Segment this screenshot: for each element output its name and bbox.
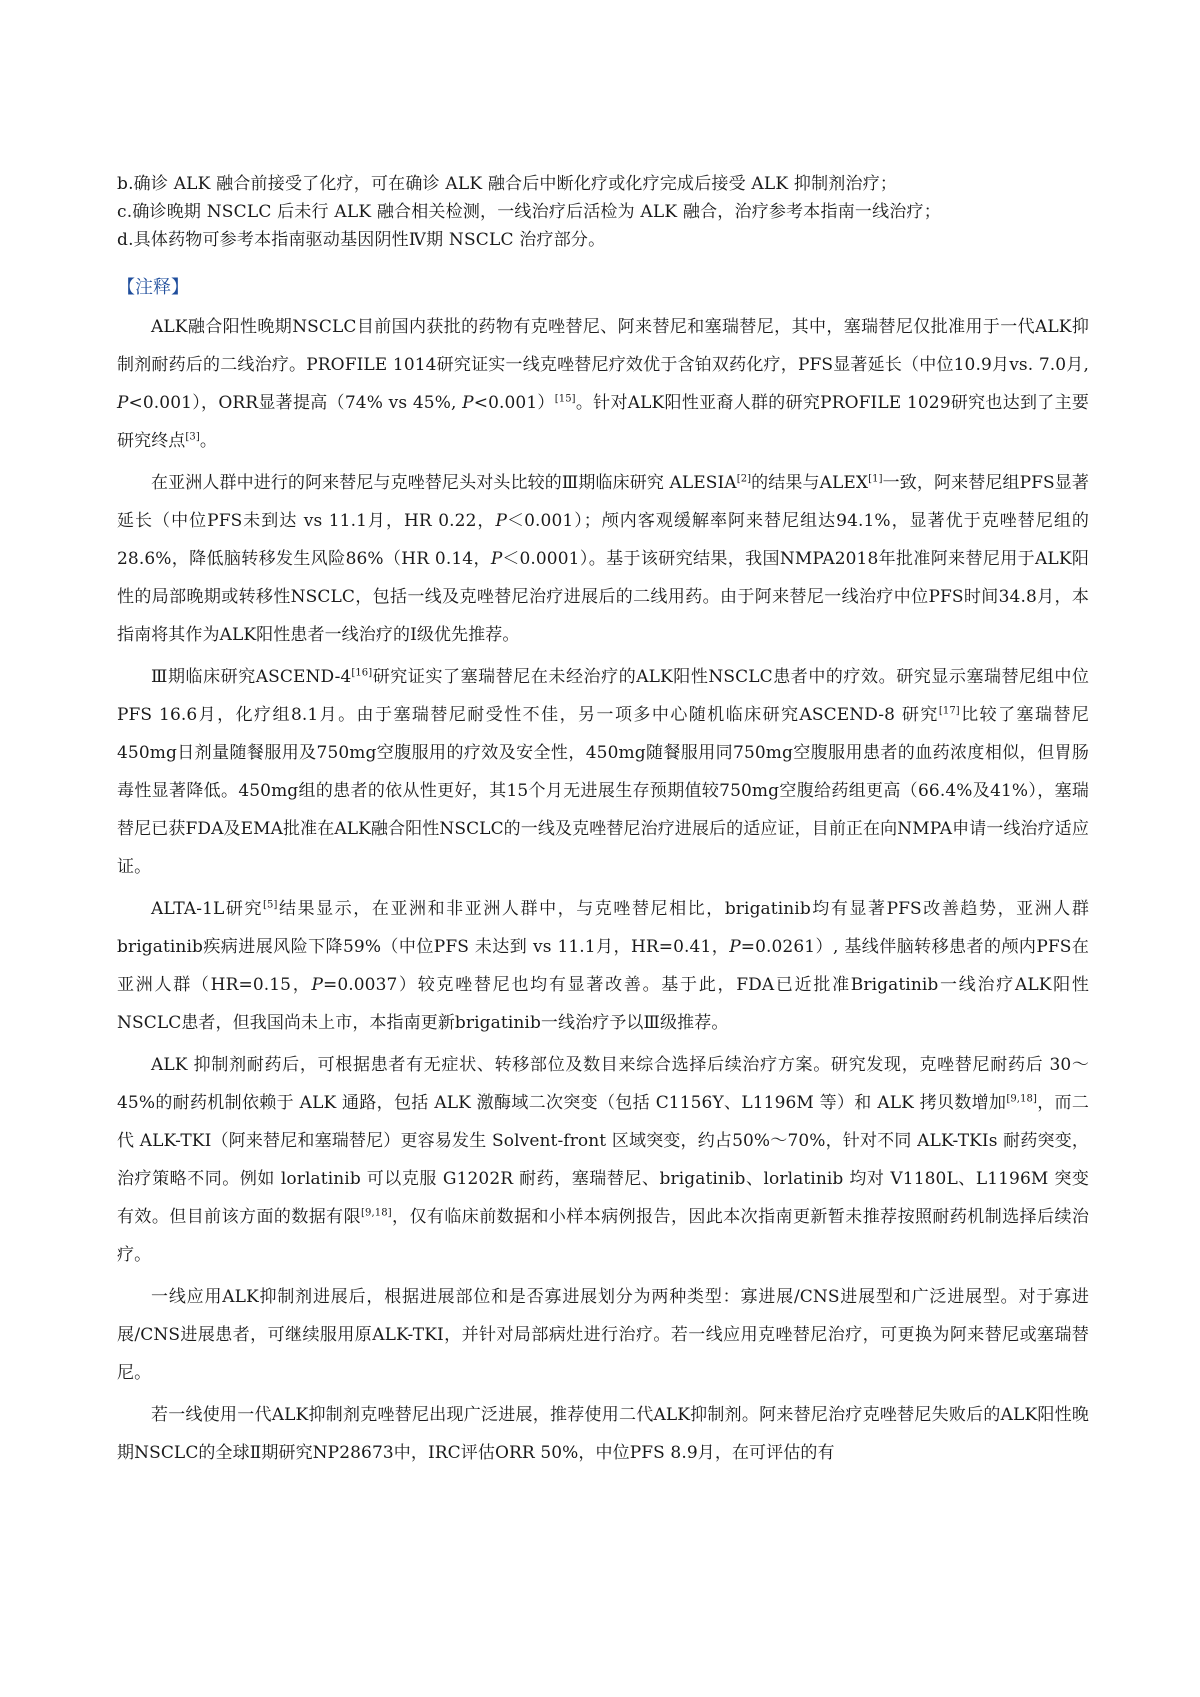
paragraph-profile-1014: ALK融合阳性晚期NSCLC目前国内获批的药物有克唑替尼、阿来替尼和塞瑞替尼，其中，塞瑞替尼仅批准用于一代ALK抑制剂耐药后的二线治疗。PROFILE 1014研究证实一线克唑替尼疗效优于含铂双药化疗，PFS显著延长（中位10.9月vs. 7.0月, P<0.001），ORR显著提高（74% vs 45%, P<0.001）[15]。针对ALK阳性亚裔人群的研究PROFILE 1029研究也达到了主要研究终点[3]。 — [117, 317, 1089, 451]
paragraph-ascend: Ⅲ期临床研究ASCEND-4[16]研究证实了塞瑞替尼在未经治疗的ALK阳性NSCLC患者中的疗效。研究显示塞瑞替尼组中位PFS 16.6月，化疗组8.1月。由于塞瑞替尼耐受性不佳，另一项多中心随机临床研究ASCEND-8 研究[17]比较了塞瑞替尼450mg日剂量随餐服用及750mg空腹服用的疗效及安全性，450mg随餐服用同750mg空腹服用患者的血药浓度相似，但胃肠毒性显著降低。450mg组的患者的依从性更好，其15个月无进展生存预期值较750mg空腹给药组更高（66.4%及41%），塞瑞替尼已获FDA及EMA批准在ALK融合阳性NSCLC的一线及克唑替尼治疗进展后的适应证，目前正在向NMPA申请一线治疗适应证。 — [117, 667, 1090, 877]
citation: [9,18] — [361, 1207, 392, 1219]
citation: [3] — [185, 431, 200, 443]
citation: [5] — [263, 899, 278, 911]
paragraph-alesia: 在亚洲人群中进行的阿来替尼与克唑替尼头对头比较的Ⅲ期临床研究 ALESIA[2]的结果与ALEX[1]一致，阿来替尼组PFS显著延长（中位PFS未到达 vs 11.1月，HR 0.22，P＜0.001）；颅内客观缓解率阿来替尼组达94.1%，显著优于克唑替尼组的28.6%，降低脑转移发生风险86%（HR 0.14，P＜0.0001）。基于该研究结果，我国NMPA2018年批准阿来替尼用于ALK阳性的局部晚期或转移性NSCLC，包括一线及克唑替尼治疗进展后的二线用药。由于阿来替尼一线治疗中位PFS时间34.8月，本指南将其作为ALK阳性患者一线治疗的Ⅰ级优先推荐。 — [117, 473, 1089, 645]
footnote-d: d.具体药物可参考本指南驱动基因阴性Ⅳ期 NSCLC 治疗部分。 — [117, 230, 606, 250]
footnote-c: c.确诊晚期 NSCLC 后未行 ALK 融合相关检测，一线治疗后活检为 ALK 融合，治疗参考本指南一线治疗； — [117, 202, 941, 222]
citation: [16] — [351, 667, 373, 679]
paragraph-progression-types: 一线应用ALK抑制剂进展后，根据进展部位和是否寡进展划分为两种类型：寡进展/CNS进展型和广泛进展型。对于寡进展/CNS进展患者，可继续服用原ALK-TKI，并针对局部病灶进行治疗。若一线应用克唑替尼治疗，可更换为阿来替尼或塞瑞替尼。 — [117, 1287, 1089, 1383]
notes-body — [117, 308, 1089, 1472]
document-page — [117, 170, 1089, 1476]
citation: [17] — [938, 705, 960, 717]
paragraph-resistance: ALK 抑制剂耐药后，可根据患者有无症状、转移部位及数目来综合选择后续治疗方案。研究发现，克唑替尼耐药后 30～45%的耐药机制依赖于 ALK 通路，包括 ALK 激酶域二次突变（包括 C1156Y、L1196M 等）和 ALK 拷贝数增加[9,18]，而二代 ALK-TKI（阿来替尼和塞瑞替尼）更容易发生 Solvent-front 区域突变，约占50%～70%，针对不同 ALK-TKIs 耐药突变，治疗策略不同。例如 lorlatinib 可以克服 G1202R 耐药，塞瑞替尼、brigatinib、lorlatinib 均对 V1180L、L1196M 突变有效。但目前该方面的数据有限[9,18]，仅有临床前数据和小样本病例报告，因此本次指南更新暂未推荐按照耐药机制选择后续治疗。 — [117, 1055, 1089, 1265]
paragraph-alta-1l: ALTA-1L研究[5]结果显示，在亚洲和非亚洲人群中，与克唑替尼相比，brigatinib均有显著PFS改善趋势，亚洲人群brigatinib疾病进展风险下降59%（中位PFS 未达到 vs 11.1月，HR=0.41，P=0.0261）, 基线伴脑转移患者的颅内PFS在亚洲人群（HR=0.15，P=0.0037）较克唑替尼也均有显著改善。基于此，FDA已近批准Brigatinib一线治疗ALK阳性NSCLC患者，但我国尚未上市，本指南更新brigatinib一线治疗予以Ⅲ级推荐。 — [117, 899, 1089, 1033]
citation: [9,18] — [1006, 1093, 1037, 1105]
citation: [15] — [554, 393, 576, 405]
table-footnotes — [117, 170, 1089, 254]
citation: [2] — [736, 473, 752, 485]
citation: [1] — [868, 473, 883, 485]
footnote-b: b.确诊 ALK 融合前接受了化疗，可在确诊 ALK 融合后中断化疗或化疗完成后接受 ALK 抑制剂治疗； — [117, 174, 898, 194]
notes-heading: 【注释】 — [117, 277, 189, 298]
paragraph-second-line: 若一线使用一代ALK抑制剂克唑替尼出现广泛进展，推荐使用二代ALK抑制剂。阿来替尼治疗克唑替尼失败后的ALK阳性晚期NSCLC的全球Ⅱ期研究NP28673中，IRC评估ORR 50%，中位PFS 8.9月，在可评估的有 — [117, 1405, 1089, 1463]
